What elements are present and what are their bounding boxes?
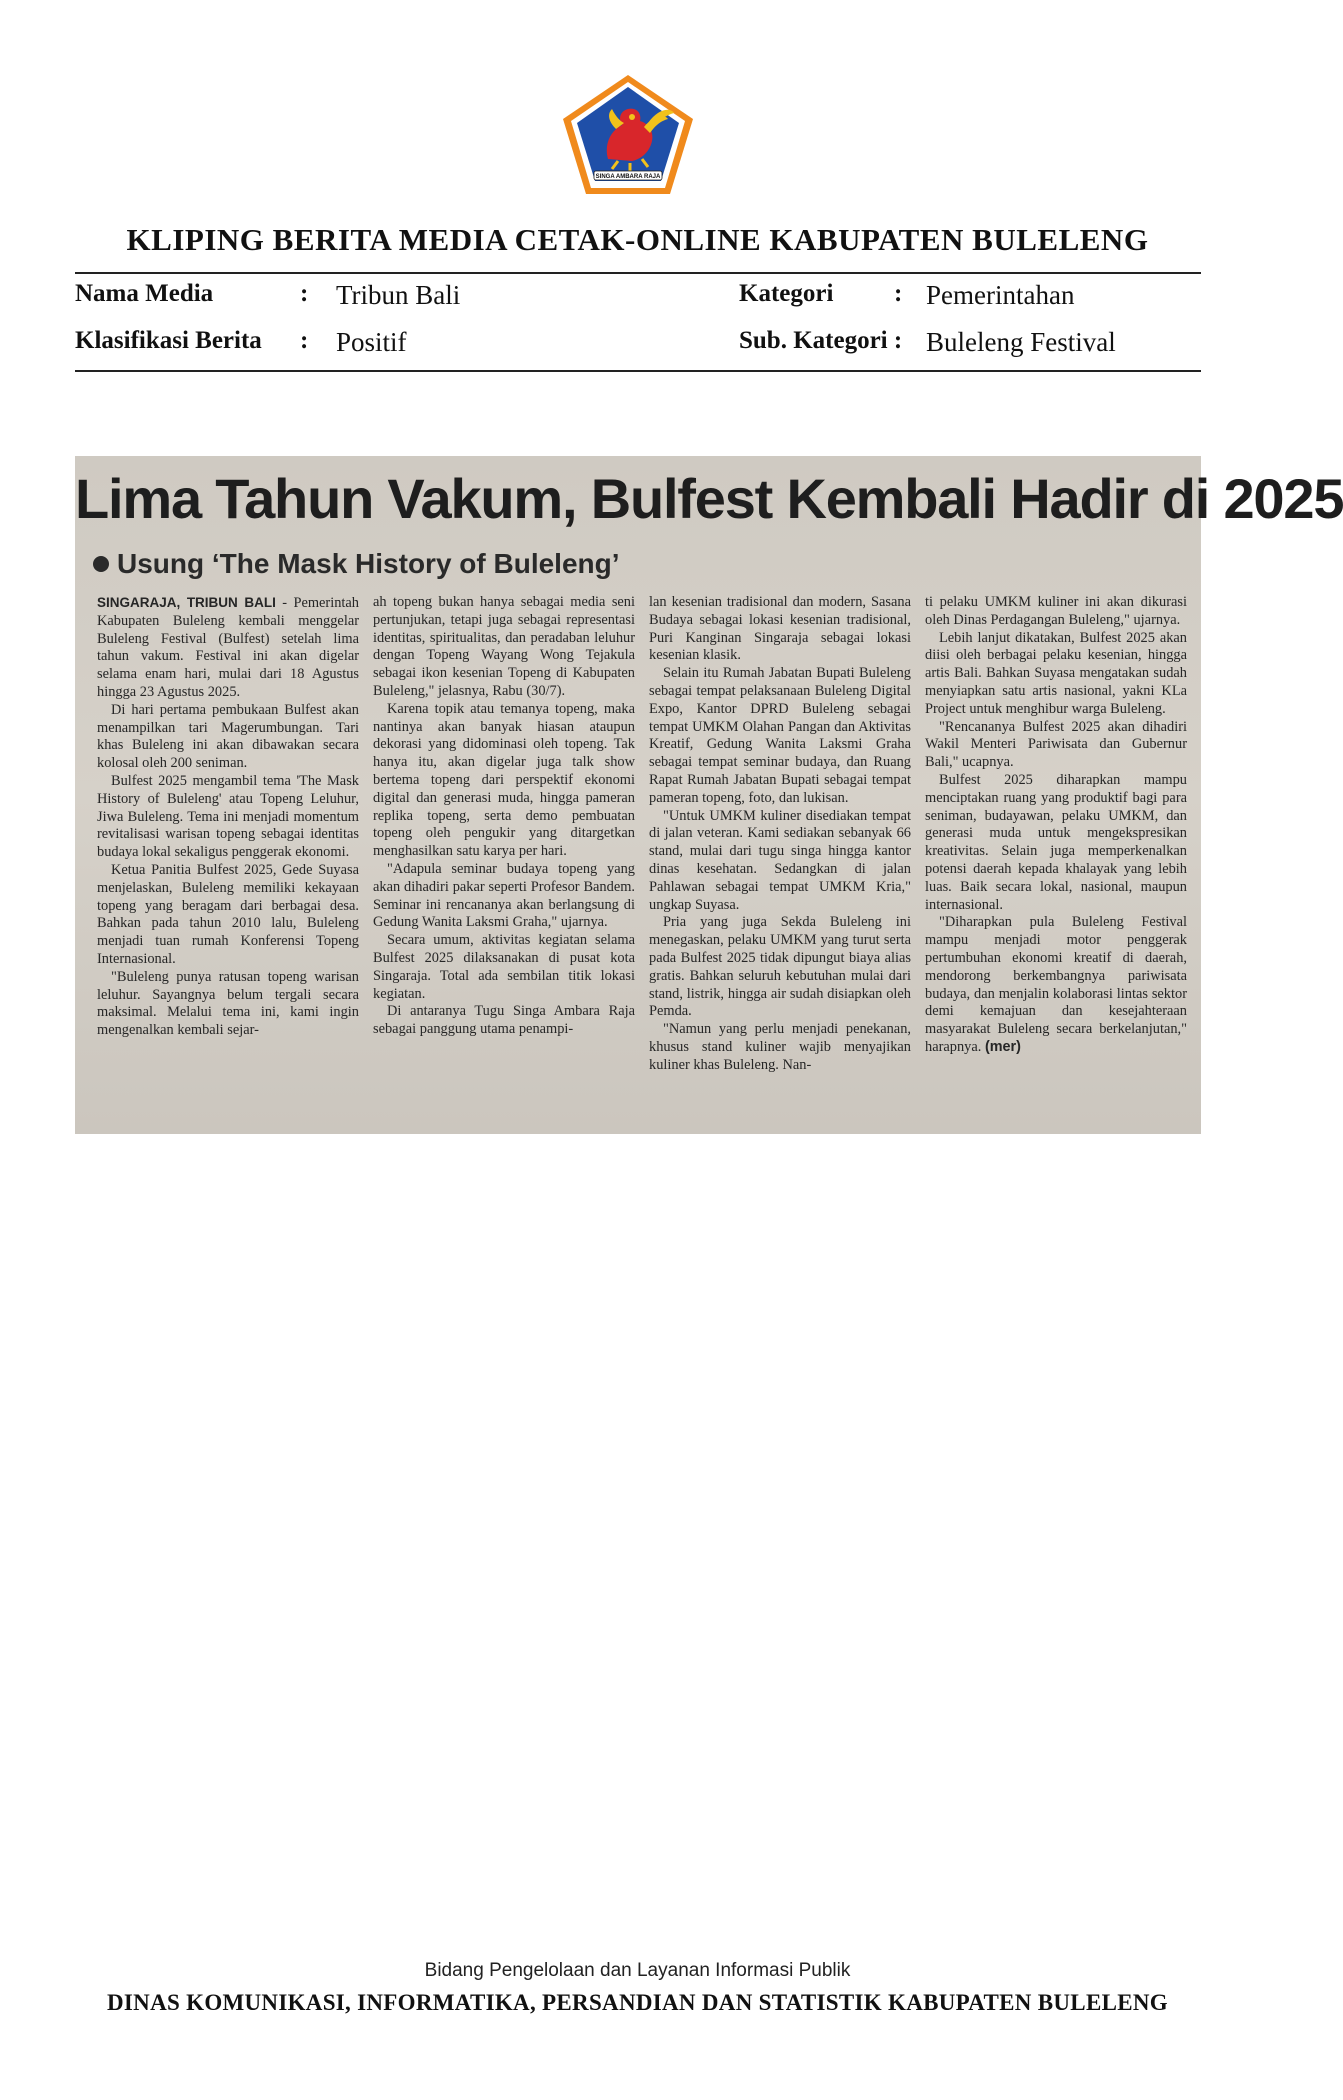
paragraph: "Namun yang perlu menjadi penekanan, khusus stand kuliner wajib menyajikan kuliner khas Buleleng. Nan- [649,1021,911,1073]
bullet-icon [93,556,109,572]
nama-media-value: Tribun Bali [336,280,461,310]
sub-kategori-label: Sub. Kategori : [739,327,903,354]
footer-unit: Bidang Pengelolaan dan Layanan Informasi Publik [424,1960,851,1981]
article-column-2 [373,594,635,1129]
article-subheadline [93,548,620,580]
paragraph: "Buleleng punya ratusan topeng warisan leluhur. Sayangnya belum tergali secara maksimal. Melalui tema ini, kami ingin mengenalkan kembali sejar- [97,968,359,1039]
author-signature: (mer) [984,1038,1021,1055]
header-divider-bottom [75,370,1201,372]
header-divider-top [75,272,1201,274]
paragraph: "Untuk UMKM kuliner disediakan tempat di jalan veteran. Kami sediakan sebanyak 66 stand, mulai dari tugu singa hingga kantor dinas kesehatan. Sedangkan di jalan Pahlawan sebagai tempat UMKM Kria," ungkap Suyasa. [649,807,911,913]
klasifikasi-berita-value: Positif [336,327,407,357]
newspaper-clipping [75,456,1343,1134]
paragraph-text: - Pemerintah Kabupaten Buleleng kembali menggelar Buleleng Festival (Bulfest) setelah lima tahun vakum. Festival ini akan digelar selama enam hari, mulai dari 18 Agustus hingga 23 Agustus 2025. [97,595,359,700]
article-column-4 [925,594,1187,1129]
singa-ambara-raja-logo [560,73,696,197]
paragraph: Karena topik atau temanya topeng, maka nantinya akan banyak hiasan ataupun dekorasi yang didominasi oleh topeng. Tak hanya itu, akan digelar juga talk show bertema topeng dari perspektif ekonomi digital dan generasi muda, hingga pameran replika topeng, serta demo pembuatan topeng oleh pengukir yang ditargetkan menghasilkan satu karya per hari. [373,700,635,860]
article-headline: Lima Tahun Vakum, Bulfest Kembali Hadir di 2025 [75,467,1343,530]
paragraph [97,594,359,702]
paragraph: lan kesenian tradisional dan modern, Sasana Budaya sebagai lokasi kesenian tradisional, Puri Kanginan Singaraja sebagai lokasi kesenian klasik. [649,594,911,664]
paragraph: "Rencananya Bulfest 2025 akan dihadiri Wakil Menteri Pariwisata dan Gubernur Bali," ucapnya. [925,718,1187,771]
klasifikasi-berita-label: Klasifikasi Berita [75,327,262,354]
paragraph: "Adapula seminar budaya topeng yang akan dihadiri pakar seperti Profesor Bandem. Seminar ini rencananya akan berlangsung di Gedung Wanita Laksmi Graha," ujarnya. [373,860,635,931]
klasifikasi-berita-colon: : [300,327,309,354]
sub-kategori-value: Buleleng Festival [926,327,1116,357]
paragraph: Bulfest 2025 mengambil tema 'The Mask History of Buleleng' atau Topeng Leluhur, Jiwa Buleleng. Tema ini menjadi momentum revitalisasi warisan topeng sebagai identitas budaya lokal sekaligus penggerak ekonomi. [97,772,359,861]
paragraph: Bulfest 2025 diharapkan mampu menciptakan ruang yang produktif bagi para seniman, budayawan, pelaku UMKM, dan generasi muda untuk mengekspresikan kreativitas. Selain juga memperkenalkan potensi daerah kepada khalayak yang lebih luas. Baik secara lokal, nasional, maupun internasional. [925,771,1187,913]
paragraph-text: "Diharapkan pula Buleleng Festival mampu menjadi motor penggerak pertumbuhan ekonomi kreatif di daerah, mendorong berkembangnya pariwisata budaya, dan menjalin kolaborasi lintas sektor demi kemajuan dan kesejahteraan masyarakat Buleleng secara berkelanjutan," harapnya. [925,914,1187,1055]
logo-emblem-icon [560,73,696,197]
paragraph: Selain itu Rumah Jabatan Bupati Buleleng sebagai tempat pelaksanaan Buleleng Digital Expo, Kantor DPRD Buleleng sebagai tempat UMKM Olahan Pangan dan Aktivitas Kreatif, Gedung Wanita Laksmi Graha sebagai tempat seminar budaya, dan Ruang Rapat Rumah Jabatan Bupati sebagai tempat pameran topeng, foto, dan lukisan. [649,665,911,806]
paragraph: Ketua Panitia Bulfest 2025, Gede Suyasa menjelaskan, Buleleng memiliki kekayaan topeng yang beragam dari berbagai desa. Bahkan pada tahun 2010 lalu, Buleleng menjadi tuan rumah Konferensi Topeng Internasional. [97,861,359,967]
paragraph: Secara umum, aktivitas kegiatan selama Bulfest 2025 dilaksanakan di pusat kota Singaraja. Total ada sembilan titik lokasi kegiatan. [373,932,635,1002]
article-column-3 [649,594,911,1129]
article-dateline: SINGARAJA, TRIBUN BALI [97,595,276,610]
nama-media-colon: : [300,280,309,307]
paragraph: Di hari pertama pembukaan Bulfest akan menampilkan tari Magerumbungan. Tari khas Buleleng ini akan dibawakan secara kolosal oleh 200 seniman. [97,701,359,772]
subheadline-text: Usung ‘The Mask History of Buleleng’ [117,548,620,579]
page-title: KLIPING BERITA MEDIA CETAK-ONLINE KABUPATEN BULELENG [126,222,1149,257]
footer-agency: DINAS KOMUNIKASI, INFORMATIKA, PERSANDIAN DAN STATISTIK KABUPATEN BULELENG [107,1990,1168,2015]
kategori-value: Pemerintahan [926,280,1075,310]
nama-media-label: Nama Media [75,280,214,307]
paragraph: Lebih lanjut dikatakan, Bulfest 2025 akan diisi oleh berbagai pelaku kesenian, hingga artis Bali. Bahkan Suyasa mengatakan sudah menyiapkan satu artis nasional, yakni KLa Project untuk menghibur warga Buleleng. [925,629,1187,717]
logo-banner-text: SINGA AMBARA RAJA [595,174,661,180]
paragraph: Pria yang juga Sekda Buleleng ini menegaskan, pelaku UMKM yang turut serta pada Bulfest 2025 tidak dipungut biaya alias gratis. Bahkan seluruh kebutuhan mulai dari stand, listrik, hingga air sudah disiapkan oleh Pemda. [649,914,911,1020]
kategori-colon: : [894,280,903,307]
paragraph: ti pelaku UMKM kuliner ini akan dikurasi oleh Dinas Perdagangan Buleleng," ujarnya. [925,594,1187,628]
kategori-label: Kategori [739,280,834,307]
paragraph [925,914,1187,1056]
paragraph: ah topeng bukan hanya sebagai media seni pertunjukan, tetapi juga sebagai representasi identitas, spiritualitas, dan peradaban leluhur dengan Topeng Wayang Wong Tejakula sebagai ikon kesenian Topeng di Kabupaten Buleleng," jelasnya, Rabu (30/7). [373,594,635,699]
article-column-1 [97,594,359,1129]
paragraph: Di antaranya Tugu Singa Ambara Raja sebagai panggung utama penampi- [373,1003,635,1038]
